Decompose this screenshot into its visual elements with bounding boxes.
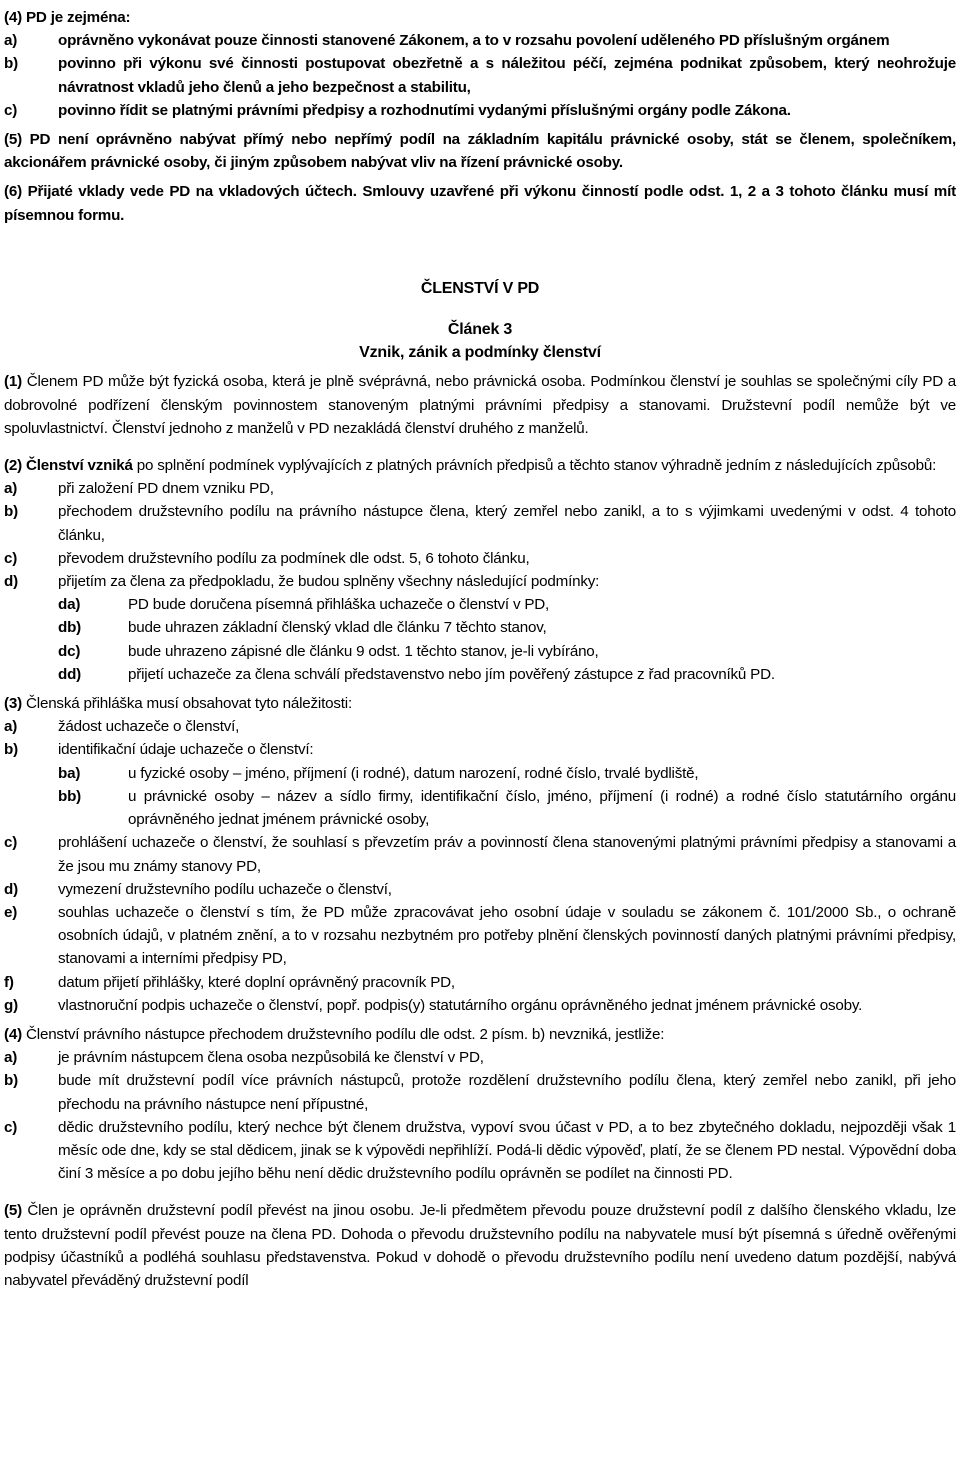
item-text: datum přijetí přihlášky, které doplní oprávněný pracovník PD,	[58, 973, 455, 991]
paragraph-text: Členem PD může být fyzická osoba, která je plně svéprávná, nebo právnická osoba. Podmínkou členství je souhlas se společnými cíly PD a dobrovolné podřízení členským povinnostem stanoveným platnými právními předpisy a stanovami. Družstevní podíl nemůže být ve spoluvlastnictví. Členství jednoho z manželů v PD nezakládá členství druhého z manželů.	[4, 373, 956, 437]
article-paragraph-2	[4, 454, 956, 477]
item-label: c)	[4, 549, 18, 567]
item-text: bude mít družstevní podíl více právních nástupců, protože rozdělení družstevního podílu člena, který zemřel nebo zanikl, při jeho přechodu na právního nástupce není přípustné,	[58, 1072, 956, 1113]
subitem-label: db)	[58, 619, 82, 637]
list-item	[4, 52, 956, 98]
sub-list-item	[4, 762, 956, 785]
item-text: povinno při výkonu své činnosti postupovat obezřetně a s náležitou péčí, zejména podnikat způsobem, který neohrožuje návratnost vkladů jeho členů a jeho bezpečnost a stabilitu,	[58, 55, 956, 96]
article-paragraph-3	[4, 692, 956, 715]
item-label: e)	[4, 903, 18, 921]
item-text: oprávněno vykonávat pouze činnosti stanovené Zákonem, a to v rozsahu povolení uděleného PD příslušným orgánem	[58, 32, 890, 50]
item-text: přijetím za člena za předpokladu, že budou splněny všechny následující podmínky:	[58, 573, 600, 591]
subitem-label: dd)	[58, 665, 82, 683]
item-text: souhlas uchazeče o členství s tím, že PD může zpracovávat jeho osobní údaje v souladu se zákonem č. 101/2000 Sb., o ochraně osobních údajů, v platném znění, a to v rozsahu nezbytném pro potřeby plnění členských povinností daných platnými právními předpisy, stanovami a interními předpisy PD,	[58, 903, 956, 968]
item-label: c)	[4, 834, 18, 852]
list-item	[4, 738, 956, 761]
section-4-heading: (4) PD je zejména:	[4, 9, 131, 26]
article-paragraph-4	[4, 1023, 956, 1046]
list-item	[4, 971, 956, 994]
article-paragraph-1	[4, 370, 956, 440]
item-text: vlastnoruční podpis uchazeče o členství, popř. podpis(y) statutárního orgánu oprávněného jednat jménem právnické osoby.	[58, 996, 863, 1014]
list-item	[4, 994, 956, 1017]
paragraph-text: Členská přihláška musí obsahovat tyto náležitosti:	[26, 695, 352, 713]
section-heading: ČLENSTVÍ V PD	[420, 279, 540, 297]
list-item	[4, 99, 956, 122]
paragraph-number: (5)	[4, 131, 22, 149]
item-text: je právním nástupcem člena osoba nezpůsobilá ke členství v PD,	[58, 1049, 484, 1067]
sub-list-item	[4, 785, 956, 831]
subitem-text: u fyzické osoby – jméno, příjmení (i rodné), datum narození, rodné číslo, trvalé bydliště,	[128, 764, 699, 782]
paragraph-text: po splnění podmínek vyplývajících z platných právních předpisů a těchto stanov výhradně jedním z následujících způsobů:	[136, 457, 937, 475]
paragraph-text: PD není oprávněno nabývat přímý nebo nepřímý podíl na základním kapitálu právnické osoby, stát se členem, společníkem, akcionářem právnické osoby, či jiným způsobem nabývat vliv na řízení právnické osoby.	[4, 131, 956, 172]
section-5-paragraph	[4, 128, 956, 174]
list-item	[4, 500, 956, 546]
sub-list-item	[4, 640, 956, 663]
item-text: při založení PD dnem vzniku PD,	[58, 480, 274, 498]
paragraph-text: Přijaté vklady vede PD na vkladových účtech. Smlouvy uzavřené při výkonu činností podle odst. 1, 2 a 3 tohoto článku musí mít písemnou formu.	[4, 183, 956, 224]
item-label: a)	[4, 32, 18, 50]
paragraph-number: (2)	[4, 457, 22, 475]
item-label: a)	[4, 480, 18, 498]
sub-list-item	[4, 593, 956, 616]
subitem-label: da)	[58, 596, 81, 614]
paragraph-number: (4)	[4, 1025, 22, 1043]
item-label: b)	[4, 741, 18, 759]
item-text: povinno řídit se platnými právními předpisy a rozhodnutími vydanými příslušnými orgány podle Zákona.	[58, 101, 791, 119]
section-6-paragraph	[4, 180, 956, 226]
paragraph-number: (1)	[4, 373, 22, 391]
paragraph-number: (5)	[4, 1202, 22, 1220]
subitem-text: bude uhrazen základní členský vklad dle článku 7 těchto stanov,	[128, 619, 547, 637]
item-label: a)	[4, 1049, 18, 1067]
item-text: přechodem družstevního podílu na právního nástupce člena, který zemřel nebo zanikl, a to s výjimkami uvedenými v odst. 4 tohoto článku,	[58, 503, 956, 544]
list-item	[4, 715, 956, 738]
item-text: prohlášení uchazeče o členství, že souhlasí s převzetím práv a povinností člena stanovenými platnými právními předpisy a stanovami a že jsou mu známy stanovy PD,	[58, 834, 956, 875]
item-label: c)	[4, 101, 18, 119]
list-item	[4, 878, 956, 901]
paragraph-number: (6)	[4, 183, 22, 201]
paragraph-text: Členství právního nástupce přechodem družstevního podílu dle odst. 2 písm. b) nevzniká, jestliže:	[26, 1025, 665, 1043]
list-item	[4, 831, 956, 877]
paragraph-text: Člen je oprávněn družstevní podíl převést na jinou osobu. Je-li předmětem převodu pouze družstevní podíl z dalšího členského vkladu, lze tento družstevní podíl převést pouze na člena PD. Dohoda o převodu družstevního podílu na nabyvatele musí být písemná s úředně ověřenými podpisy účastníků a podléhá souhlasu představenstva. Pokud v dohodě o převodu družstevního podílu není uvedeno datum pozdější, nabývá nabyvatel převáděný družstevní podíl	[4, 1202, 956, 1289]
item-label: d)	[4, 880, 18, 898]
paragraph-number: (3)	[4, 695, 22, 713]
subitem-text: přijetí uchazeče za člena schválí představenstvo nebo jím pověřený zástupce z řad pracovníků PD.	[128, 665, 775, 683]
item-label: g)	[4, 996, 18, 1014]
subitem-text: PD bude doručena písemná přihláška uchazeče o členství v PD,	[128, 596, 550, 614]
subitem-label: ba)	[58, 764, 81, 782]
list-item	[4, 901, 956, 971]
list-item	[4, 29, 956, 52]
subitem-label: bb)	[58, 787, 82, 805]
subitem-label: dc)	[58, 642, 81, 660]
subitem-text: u právnické osoby – název a sídlo firmy, identifikační číslo, jméno, příjmení (i rodné) a rodné číslo statutárního orgánu oprávněného jednat jménem právnické osoby,	[128, 787, 956, 829]
item-text: dědic družstevního podílu, který nechce být členem družstva, vypoví svou účast v PD, a to bez zbytečného dokladu, nejpozději však 1 měsíc ode dne, kdy se stal dědicem, jinak se k výpovědi nepřihlíží. Podá-li dědic výpověď, platí, že se členem PD nestal. Výpovědní doba činí 3 měsíce a po dobu jejího běhu není dědic družstevního podílu oprávněn se podílet na činnosti PD.	[58, 1118, 956, 1183]
article-heading: Článek 3	[447, 321, 513, 339]
item-label: b)	[4, 55, 18, 73]
item-label: a)	[4, 718, 18, 736]
item-label: b)	[4, 1072, 18, 1090]
list-item	[4, 1116, 956, 1186]
item-text: vymezení družstevního podílu uchazeče o členství,	[58, 880, 392, 898]
list-item	[4, 570, 956, 593]
sub-list-item	[4, 663, 956, 686]
item-label: b)	[4, 503, 18, 521]
bold-lead: Členství vzniká	[26, 457, 133, 475]
list-item	[4, 477, 956, 500]
subitem-text: bude uhrazeno zápisné dle článku 9 odst. 1 těchto stanov, je-li vybíráno,	[128, 642, 599, 660]
item-label: d)	[4, 573, 18, 591]
sub-list-item	[4, 616, 956, 639]
list-item	[4, 1069, 956, 1115]
item-label: f)	[4, 973, 14, 991]
list-item	[4, 547, 956, 570]
article-title: Vznik, zánik a podmínky členství	[359, 344, 601, 362]
item-text: převodem družstevního podílu za podmínek dle odst. 5, 6 tohoto článku,	[58, 549, 530, 567]
list-item	[4, 1046, 956, 1069]
item-label: c)	[4, 1118, 18, 1136]
item-text: identifikační údaje uchazeče o členství:	[58, 741, 314, 759]
item-text: žádost uchazeče o členství,	[58, 718, 240, 736]
article-paragraph-5	[4, 1199, 956, 1292]
